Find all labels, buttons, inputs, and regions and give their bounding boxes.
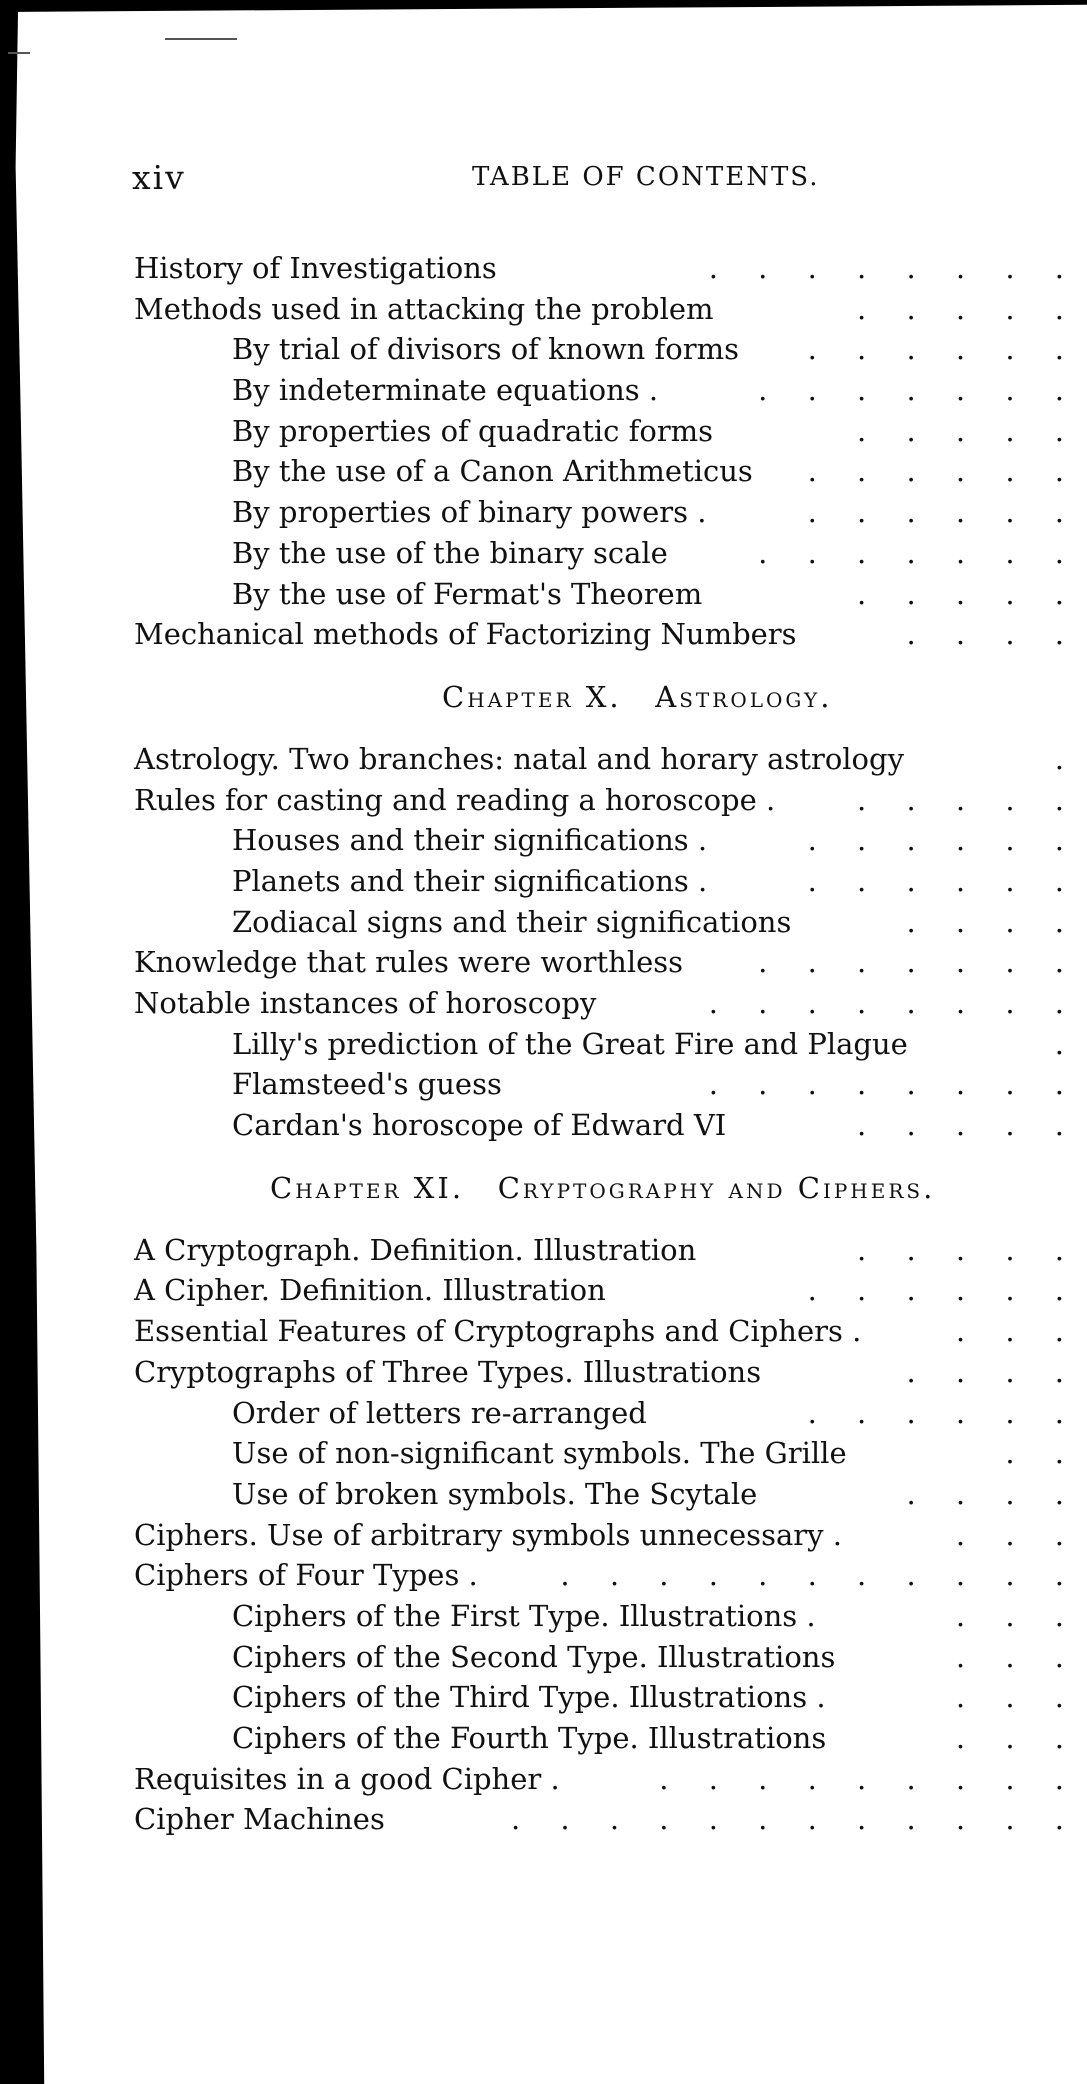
page-number: xiv (132, 158, 186, 197)
toc-entry (134, 1352, 1064, 1393)
toc-entry (134, 289, 1064, 330)
chapter-heading (134, 655, 1064, 739)
toc-entry-text: Zodiacal signs and their significations (232, 904, 792, 939)
page-header (132, 150, 872, 200)
leader-dots: . (1054, 1026, 1064, 1061)
toc-entry (134, 1230, 1064, 1271)
toc-entry (134, 492, 1064, 533)
toc-entry (134, 1311, 1064, 1352)
toc-entry (134, 861, 1064, 902)
leader-dots: . . . (955, 1721, 1064, 1755)
leader-dots: . . . . . (857, 576, 1064, 611)
toc-entry-text: Order of letters re-arranged (232, 1395, 647, 1430)
toc-entry-text: A Cipher. Definition. Illustration (134, 1273, 606, 1308)
toc-entry (134, 370, 1064, 411)
toc-entry-text: Ciphers of the Second Type. Illustrations (232, 1639, 836, 1674)
chapter-heading (134, 1146, 1064, 1230)
toc-entry (134, 533, 1064, 574)
toc-entry-text: By the use of the binary scale (232, 535, 668, 570)
leader-dots: . . . . . . . (758, 373, 1064, 408)
leader-dots: . . . . . (857, 413, 1064, 448)
chapter-number: Chapter X. (442, 679, 622, 714)
toc-entry-text: By indeterminate equations . (232, 373, 659, 408)
leader-dots: . . . . (906, 1476, 1064, 1511)
leader-dots: . . . . . (857, 1232, 1064, 1267)
chapter-number: Chapter XI. (270, 1170, 465, 1205)
leader-dots: . . . . . . . (758, 945, 1064, 980)
toc-entry (134, 614, 1064, 655)
leader-dots: . . . (955, 1517, 1064, 1552)
chapter-spacer (464, 1171, 498, 1205)
toc-entry (134, 1637, 1064, 1678)
leader-dots: . . . . . . (807, 454, 1064, 489)
toc-entry (134, 1596, 1064, 1637)
leader-dots: . . . . . . . . (708, 251, 1064, 285)
toc-entry (134, 451, 1064, 492)
chapter-spacer (622, 680, 656, 714)
toc-entry-text: Ciphers of the First Type. Illustrations . (232, 1598, 816, 1633)
toc-entry (134, 574, 1064, 615)
toc-entry-text: Rules for casting and reading a horoscope . (134, 782, 776, 817)
leader-dots: . . . . (906, 617, 1064, 652)
leader-dots: . . . . . . (807, 1273, 1064, 1308)
leader-dots: . . (1005, 1436, 1064, 1471)
leader-dots: . (1054, 741, 1064, 776)
scan-edge-top (0, 0, 1087, 12)
leader-dots: . . . . (906, 904, 1064, 939)
leader-dots: . . . . . (857, 1108, 1064, 1143)
leader-dots: . . . . . (857, 782, 1064, 817)
leader-dots: . . . . (906, 1354, 1064, 1389)
toc-entry-text: By the use of Fermat's Theorem (232, 576, 703, 611)
leader-dots: . . . . . . . . . (659, 1761, 1064, 1796)
toc-entry-text: Flamsteed's guess (232, 1067, 502, 1102)
toc-entry-text: Essential Features of Cryptographs and Ciphers . (134, 1314, 862, 1349)
toc-entry-text: Ciphers of Four Types . (134, 1558, 478, 1593)
table-of-contents (134, 248, 1064, 1840)
toc-entry (134, 1433, 1064, 1474)
toc-entry-text: Requisites in a good Cipher . (134, 1761, 560, 1796)
leader-dots: . . . . . . (807, 863, 1064, 898)
toc-entry-text: Ciphers of the Third Type. Illustrations . (232, 1680, 826, 1715)
toc-entry (134, 1024, 1064, 1065)
toc-entry (134, 983, 1064, 1024)
leader-dots: . . . . . . . . (708, 986, 1064, 1020)
toc-entry-text: By trial of divisors of known forms (232, 332, 739, 367)
toc-entry-text: Houses and their significations . (232, 823, 708, 858)
toc-entry (134, 1270, 1064, 1311)
toc-entry-text: A Cryptograph. Definition. Illustration (134, 1232, 697, 1267)
toc-entry-text: Cryptographs of Three Types. Illustrations (134, 1354, 762, 1389)
leader-dots: . . . (955, 1314, 1064, 1349)
toc-entry-text: Ciphers of the Fourth Type. Illustrations (232, 1721, 827, 1755)
toc-entry (134, 1718, 1064, 1759)
toc-entry (134, 1677, 1064, 1718)
leader-dots: . . . (955, 1598, 1064, 1633)
toc-entry-text: By properties of quadratic forms (232, 413, 714, 448)
toc-entry (134, 739, 1064, 780)
toc-entry-text: Astrology. Two branches: natal and horary astrology (134, 741, 904, 776)
toc-entry-text: By the use of a Canon Arithmeticus (232, 454, 753, 489)
toc-entry (134, 902, 1064, 943)
leader-dots: . . . . . . . . . . . . (510, 1802, 1064, 1837)
chapter-title: Astrology. (655, 679, 833, 714)
chapter-title: Cryptography and Ciphers. (497, 1170, 936, 1205)
toc-entry (134, 1759, 1064, 1800)
toc-entry-text: Cardan's horoscope of Edward VI (232, 1108, 727, 1143)
toc-entry (134, 1555, 1064, 1596)
toc-entry-text: Notable instances of horoscopy (134, 986, 597, 1020)
toc-entry-text: By properties of binary powers . (232, 495, 707, 530)
running-title: TABLE OF CONTENTS. (472, 162, 820, 192)
leader-dots: . . . . . . (807, 823, 1064, 858)
leader-dots: . . . . . . . . . . . (560, 1558, 1064, 1593)
leader-dots: . . . . . . . (758, 535, 1064, 570)
toc-entry (134, 411, 1064, 452)
leader-dots: . . . . . . (807, 495, 1064, 530)
toc-entry-text: Knowledge that rules were worthless (134, 945, 684, 980)
toc-entry (134, 1474, 1064, 1515)
leader-dots: . . . . . (857, 291, 1064, 326)
toc-entry (134, 1515, 1064, 1556)
toc-entry-text: Use of broken symbols. The Scytale (232, 1476, 758, 1511)
toc-entry-text: Ciphers. Use of arbitrary symbols unnecessary . (134, 1517, 842, 1552)
toc-entry (134, 1105, 1064, 1146)
scan-edge-left (0, 0, 52, 2084)
toc-entry-text: Planets and their significations . (232, 863, 708, 898)
toc-entry-text: Mechanical methods of Factorizing Numbers (134, 617, 797, 652)
leader-dots: . . . . . . . . (708, 1067, 1064, 1102)
toc-entry (134, 1064, 1064, 1105)
toc-entry-text: Methods used in attacking the problem (134, 291, 714, 326)
scan-mark (8, 52, 30, 54)
toc-entry (134, 248, 1064, 289)
toc-entry (134, 1799, 1064, 1840)
toc-entry (134, 942, 1064, 983)
toc-entry-text: Lilly's prediction of the Great Fire and Plague (232, 1026, 908, 1061)
leader-dots: . . . (955, 1639, 1064, 1674)
toc-entry (134, 329, 1064, 370)
toc-entry-text: History of Investigations (134, 251, 497, 285)
toc-entry-text: Use of non-significant symbols. The Grille (232, 1436, 847, 1471)
toc-entry-text: Cipher Machines (134, 1802, 385, 1837)
leader-dots: . . . (955, 1680, 1064, 1715)
leader-dots: . . . . . . (807, 1395, 1064, 1430)
leader-dots: . . . . . . (807, 332, 1064, 367)
toc-entry (134, 1393, 1064, 1434)
toc-entry (134, 780, 1064, 821)
scan-mark (165, 38, 237, 40)
toc-entry (134, 820, 1064, 861)
